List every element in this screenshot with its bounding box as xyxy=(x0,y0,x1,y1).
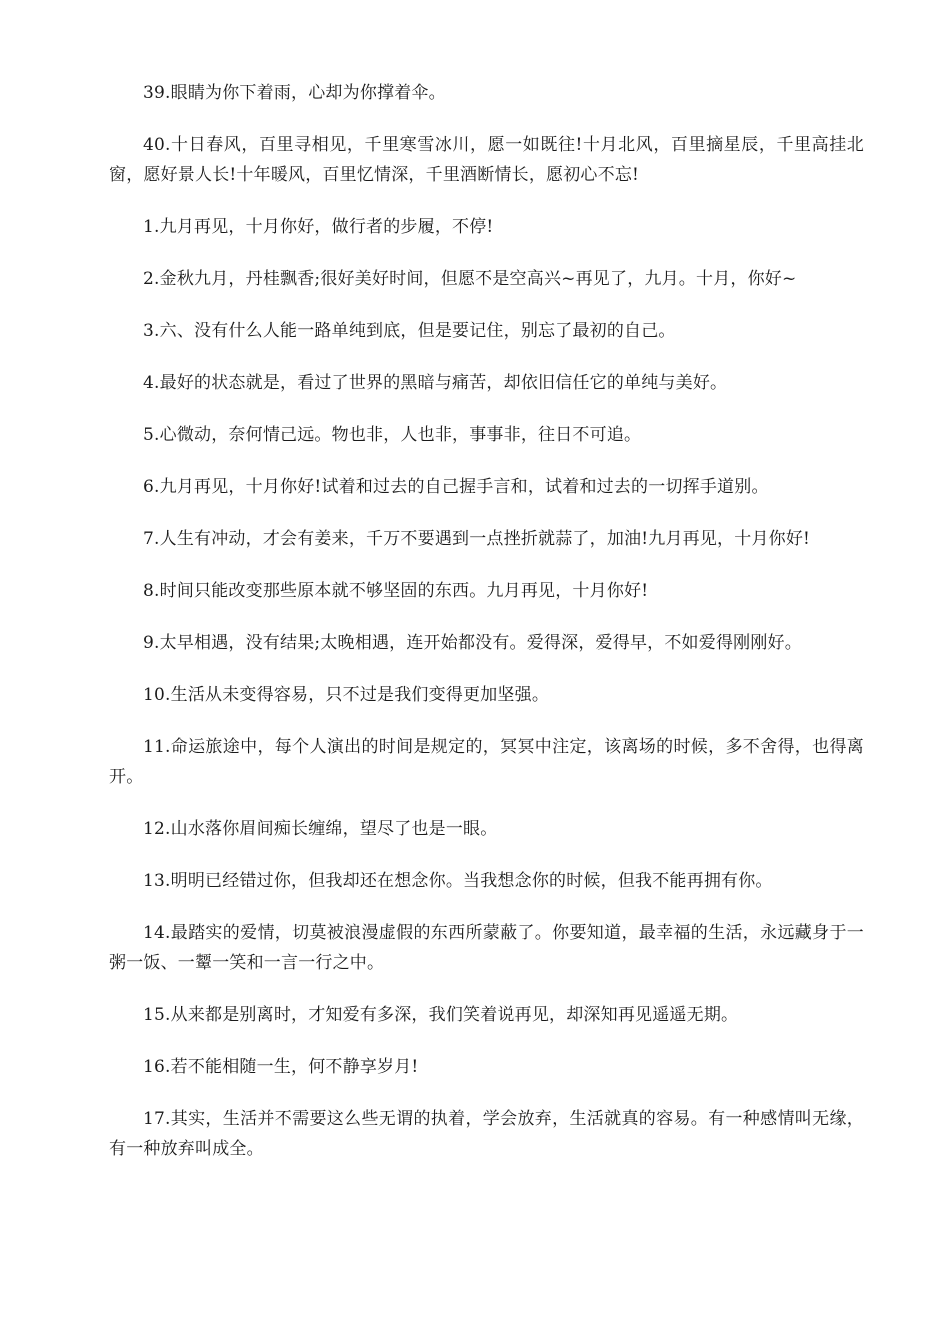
paragraph: 12.山水落你眉间痴长缠绵，望尽了也是一眼。 xyxy=(143,819,498,839)
paragraph: 4.最好的状态就是，看过了世界的黑暗与痛苦，却依旧信任它的单纯与美好。 xyxy=(143,373,728,393)
paragraph: 2.金秋九月，丹桂飘香;很好美好时间，但愿不是空高兴~再见了，九月。十月，你好~ xyxy=(143,269,797,289)
paragraph: 9.太早相遇，没有结果;太晚相遇，连开始都没有。爱得深，爱得早，不如爱得刚刚好。 xyxy=(143,633,802,653)
paragraph: 7.人生有冲动，才会有姜来，千万不要遇到一点挫折就蒜了，加油!九月再见，十月你好! xyxy=(143,529,811,549)
paragraph: 40.十日春风，百里寻相见，千里寒雪冰川，愿一如既往!十月北风，百里摘星辰，千里高挂北窗，愿好景人长!十年暖风，百里忆情深，千里酒断情长，愿初心不忘! xyxy=(109,135,864,185)
paragraph: 8.时间只能改变那些原本就不够坚固的东西。九月再见，十月你好! xyxy=(143,581,649,601)
paragraph: 39.眼睛为你下着雨，心却为你撑着伞。 xyxy=(143,83,446,103)
paragraph: 5.心微动，奈何情己远。物也非，人也非，事事非，往日不可追。 xyxy=(143,425,642,445)
paragraph: 15.从来都是别离时，才知爱有多深，我们笑着说再见，却深知再见遥遥无期。 xyxy=(143,1005,739,1025)
paragraph: 6.九月再见，十月你好!试着和过去的自己握手言和，试着和过去的一切挥手道别。 xyxy=(143,477,769,497)
paragraph: 16.若不能相随一生，何不静享岁月! xyxy=(143,1057,419,1077)
paragraph: 1.九月再见，十月你好，做行者的步履，不停! xyxy=(143,217,494,237)
paragraph-list xyxy=(109,78,864,1186)
paragraph: 14.最踏实的爱情，切莫被浪漫虚假的东西所蒙蔽了。你要知道，最幸福的生活，永远藏身于一粥一饭、一颦一笑和一言一行之中。 xyxy=(109,923,864,973)
paragraph: 13.明明已经错过你，但我却还在想念你。当我想念你的时候，但我不能再拥有你。 xyxy=(143,871,773,891)
paragraph: 10.生活从未变得容易，只不过是我们变得更加坚强。 xyxy=(143,685,550,705)
paragraph: 11.命运旅途中，每个人演出的时间是规定的，冥冥中注定，该离场的时候，多不舍得，也得离开。 xyxy=(109,737,864,787)
paragraph: 3.六、没有什么人能一路单纯到底，但是要记住，别忘了最初的自己。 xyxy=(143,321,676,341)
paragraph: 17.其实，生活并不需要这么些无谓的执着，学会放弃，生活就真的容易。有一种感情叫无缘，有一种放弃叫成全。 xyxy=(109,1109,864,1159)
